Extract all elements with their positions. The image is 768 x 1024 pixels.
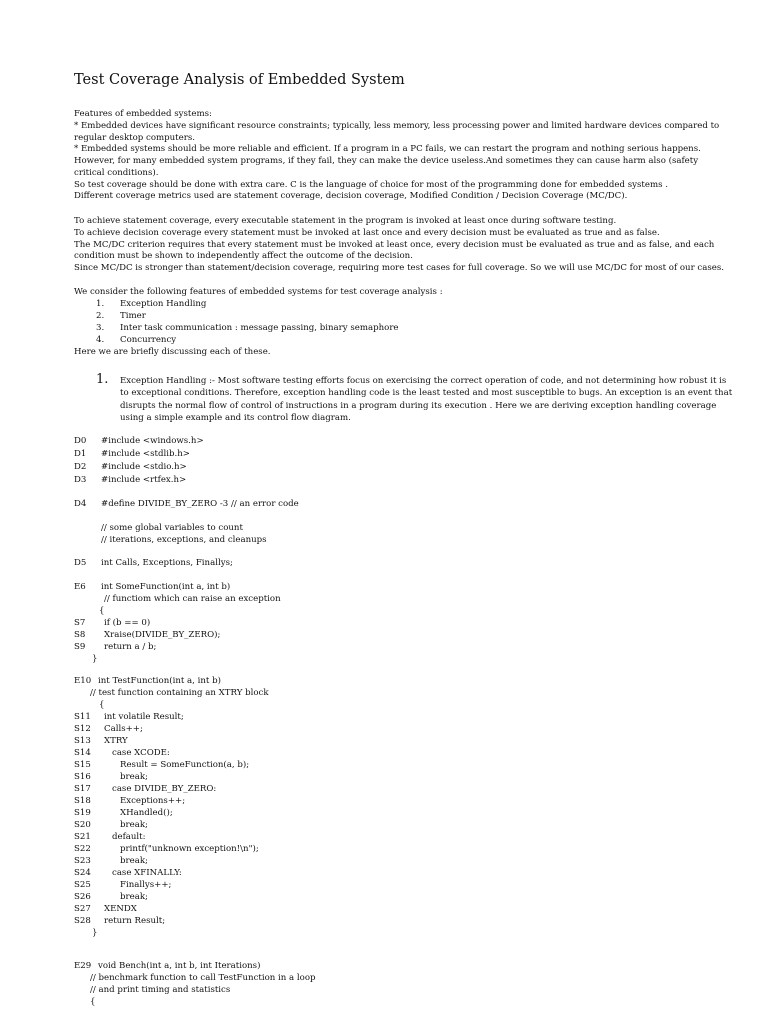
code-line-label: S13 xyxy=(74,736,91,746)
code-line-label: S27 xyxy=(74,904,91,914)
code-line-text: // functiom which can raise an exception xyxy=(104,594,281,604)
code-line-label: E10 xyxy=(74,676,92,686)
code-line-text: return a / b; xyxy=(104,642,157,652)
code-line-label: S18 xyxy=(74,796,91,806)
code-line-label: S17 xyxy=(74,784,91,794)
code-line-label: S15 xyxy=(74,760,91,770)
list-number: 2. xyxy=(96,311,105,321)
exception-handling-paragraph xyxy=(120,375,732,424)
code-line-label: S22 xyxy=(74,844,91,854)
code-line-label: S16 xyxy=(74,772,91,782)
code-line-label: S23 xyxy=(74,856,91,866)
code-line-label: S12 xyxy=(74,724,91,734)
code-line-text: XHandled(); xyxy=(120,808,173,818)
list-number: 4. xyxy=(96,335,105,345)
code-line-text: break; xyxy=(120,856,148,866)
text-line: The MC/DC criterion requires that every statement must be invoked at least once, every decision must be evaluated as true and as false, and each xyxy=(74,239,715,250)
code-line-label: S11 xyxy=(74,712,91,722)
code-line-text: case DIVIDE_BY_ZERO: xyxy=(112,784,217,794)
list-number: 3. xyxy=(96,323,105,333)
text-line: Here we are briefly discussing each of these. xyxy=(74,347,271,357)
code-line-label: S19 xyxy=(74,808,91,818)
text-line: regular desktop computers. xyxy=(74,132,195,143)
code-line-text: XTRY xyxy=(104,736,128,746)
list-item-text: Timer xyxy=(120,311,146,321)
code-line-text: } xyxy=(92,654,98,664)
code-line-text: void Bench(int a, int b, int Iterations) xyxy=(98,961,261,971)
code-line-text: int Calls, Exceptions, Finallys; xyxy=(101,558,233,568)
code-line-label: D3 xyxy=(74,475,87,485)
text-line: So test coverage should be done with extra care. C is the language of choice for most of the programming done for embedded systems . xyxy=(74,179,668,190)
text-line: using a simple example and its control flow diagram. xyxy=(120,412,351,423)
code-line-text: break; xyxy=(120,892,148,902)
code-line-text: break; xyxy=(120,772,148,782)
code-line-label: D5 xyxy=(74,558,87,568)
text-line: to exceptional conditions. Therefore, exception handling code is the least tested and most susceptible to bugs. An exception is an event that xyxy=(120,388,733,399)
code-line-text: Result = SomeFunction(a, b); xyxy=(120,760,250,770)
code-line-text: case XCODE: xyxy=(112,748,170,758)
text-line: To achieve decision coverage every statement must be invoked at last once and every decision must be evaluated as true and as false. xyxy=(74,227,660,238)
code-line-label: D2 xyxy=(74,462,87,472)
code-line-label: S8 xyxy=(74,630,86,640)
code-line-text: case XFINALLY: xyxy=(112,868,182,878)
code-line-label: S14 xyxy=(74,748,91,758)
code-line-label: E29 xyxy=(74,961,92,971)
code-line-text: int volatile Result; xyxy=(104,712,184,722)
code-line-text: printf("unknown exception!\n"); xyxy=(120,844,259,854)
text-line: Since MC/DC is stronger than statement/decision coverage, requiring more test cases for full coverage. So we will use MC/DC for most of our cases. xyxy=(74,263,725,273)
text-line: * Embedded systems should be more reliable and efficient. If a program in a PC fails, we can restart the program and nothing serious happens. xyxy=(74,144,701,155)
code-line-label: S24 xyxy=(74,868,91,878)
code-line-label: S21 xyxy=(74,832,91,842)
text-line: To achieve statement coverage, every executable statement in the program is invoked at least once during software testing. xyxy=(74,216,617,226)
code-line-text: #include <rtfex.h> xyxy=(101,475,187,485)
text-line: condition must be shown to independently affect the outcome of the decision. xyxy=(74,251,413,262)
code-line-label: S26 xyxy=(74,892,91,902)
code-line-text: // some global variables to count xyxy=(101,523,243,533)
code-line-label: E6 xyxy=(74,582,86,592)
code-line-label: D0 xyxy=(74,436,87,446)
code-line-label: S9 xyxy=(74,642,86,652)
code-line-text: int TestFunction(int a, int b) xyxy=(98,676,221,686)
code-line-label: S25 xyxy=(74,880,91,890)
text-line: However, for many embedded system programs, if they fail, they can make the device useless.And sometimes they can cause harm also (safety xyxy=(74,156,699,166)
code-line-text: { xyxy=(99,700,105,710)
code-line-label: S28 xyxy=(74,916,91,926)
code-line-text: { xyxy=(90,997,96,1007)
list-number: 1. xyxy=(96,299,105,309)
code-line-text: default: xyxy=(112,832,146,842)
text-line: Exception Handling :- Most software testing efforts focus on exercising the correct operation of code, and not determining how robust it is xyxy=(120,376,727,386)
text-line: Different coverage metrics used are statement coverage, decision coverage, Modified Condition / Decision Coverage (MC/DC). xyxy=(74,191,628,202)
code-line-text: #include <windows.h> xyxy=(101,436,204,446)
code-line-text: #include <stdlib.h> xyxy=(101,449,190,459)
code-line-label: D4 xyxy=(74,499,87,509)
code-line-text: { xyxy=(99,606,105,616)
code-line-label: D1 xyxy=(74,449,87,459)
code-line-text: // and print timing and statistics xyxy=(90,985,231,995)
text-line: * Embedded devices have significant resource constraints; typically, less memory, less processing power and limited hardware devices compared to xyxy=(74,120,720,131)
code-line-text: int SomeFunction(int a, int b) xyxy=(101,582,231,592)
text-line: We consider the following features of embedded systems for test coverage analysis : xyxy=(74,287,443,297)
code-line-text: Xraise(DIVIDE_BY_ZERO); xyxy=(104,630,221,640)
list-item-text: Concurrency xyxy=(120,335,177,345)
text-line: critical conditions). xyxy=(74,167,159,178)
list-item-text: Exception Handling xyxy=(120,299,207,309)
code-line-text: if (b == 0) xyxy=(104,618,151,628)
code-line-text: #define DIVIDE_BY_ZERO -3 // an error code xyxy=(101,499,299,509)
list-item-text: Inter task communication : message passing, binary semaphore xyxy=(120,323,399,333)
code-line-text: Calls++; xyxy=(104,724,143,734)
code-line-text: // benchmark function to call TestFunction in a loop xyxy=(90,973,316,983)
code-line-text: #include <stdio.h> xyxy=(101,462,187,472)
code-line-text: break; xyxy=(120,820,148,830)
text-line: disrupts the normal flow of control of instructions in a program during its execution . Here we are deriving exception handling coverage xyxy=(120,400,717,411)
code-line-text: Exceptions++; xyxy=(120,796,186,806)
text-line: Features of embedded systems: xyxy=(74,109,212,119)
consider-intro xyxy=(74,287,714,299)
coverage-paragraph xyxy=(74,216,725,275)
code-line-label: S20 xyxy=(74,820,91,830)
code-line-text: // iterations, exceptions, and cleanups xyxy=(101,535,267,545)
code-line-label: S7 xyxy=(74,618,86,628)
code-line-text: return Result; xyxy=(104,916,166,926)
features-paragraph xyxy=(74,109,720,203)
code-line-text: // test function containing an XTRY block xyxy=(90,688,269,698)
section-number: 1. xyxy=(96,372,109,387)
code-line-text: XENDX xyxy=(104,904,137,914)
brief-line xyxy=(74,347,714,359)
code-line-text: Finallys++; xyxy=(120,880,172,890)
page-title: Test Coverage Analysis of Embedded System xyxy=(74,72,405,88)
code-line-text: } xyxy=(92,928,98,938)
